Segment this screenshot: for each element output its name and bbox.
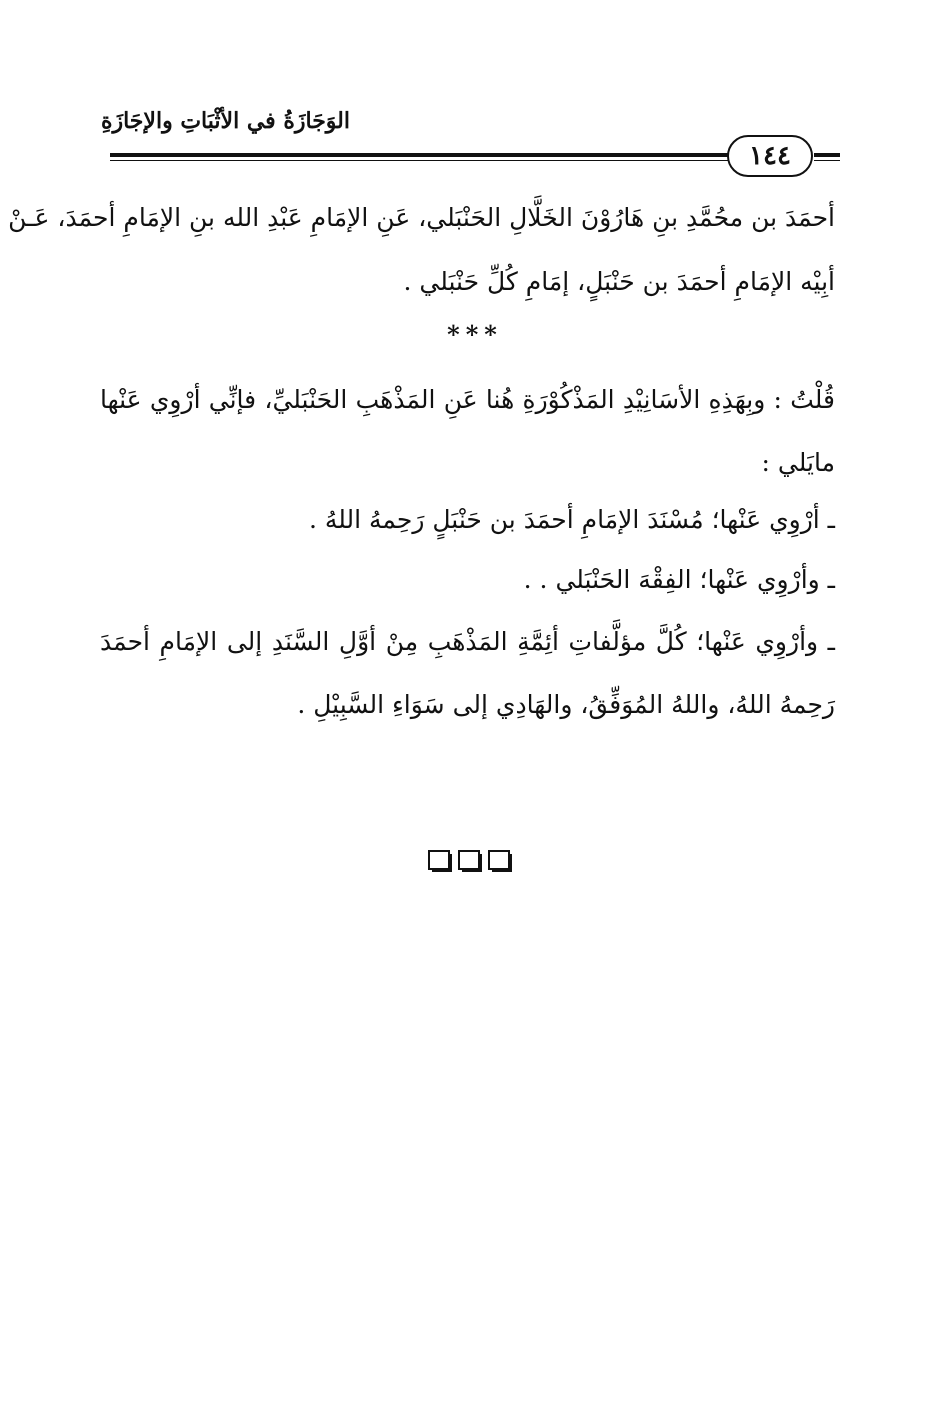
text-line-3: قُلْتُ : وبِهَذِهِ الأسَانِيْدِ المَذْكُوْرَةِ هُنا عَنِ المَذْهَبِ الحَنْبَليِّ، فإنِّي أرْوِي عَنْها [100, 385, 835, 414]
running-title: الوَجَازَةُ في الأثْبَاتِ والإجَازَةِ [100, 108, 350, 134]
square-ornament-icon [428, 850, 452, 870]
end-ornament-icon [428, 850, 520, 876]
list-item-works: ـ وأرْوِي عَنْها؛ كُلَّ مؤلَّفاتِ أئِمَّةِ المَذْهَبِ مِنْ أوَّلِ السَّنَدِ إلى الإمَامِ أحمَدَ [100, 627, 835, 656]
section-separator: *** [447, 320, 503, 349]
header-rule-thin [110, 160, 735, 161]
text-line-closing: رَحِمهُ اللهُ، واللهُ المُوَفِّقُ، والهَادِي إلى سَوَاءِ السَّبِيْلِ . [297, 690, 835, 719]
text-line-1: أحمَدَ بن محُمَّدِ بنِ هَارُوْنَ الخَلَّالِ الحَنْبَلي، عَنِ الإمَامِ عَبْدِ الله بنِ الإمَامِ أحمَدَ، عَـنْ [8, 203, 835, 232]
text-line-2: أبِيْه الإمَامِ أحمَدَ بن حَنْبَلٍ، إمَامِ كُلِّ حَنْبَلي . [403, 267, 835, 296]
page-number-badge [727, 135, 813, 177]
square-ornament-icon [458, 850, 482, 870]
list-item-fiqh: ـ وأرْوِي عَنْها؛ الفِقْهَ الحَنْبَلي . . [523, 565, 835, 594]
page-number: ١٤٤ [749, 141, 791, 171]
text-line-4: مايَلي : [761, 448, 835, 477]
square-ornament-icon [488, 850, 512, 870]
list-item-musnad: ـ أرْوِي عَنْها؛ مُسْنَدَ الإمَامِ أحمَدَ بن حَنْبَلٍ رَحِمهُ اللهُ . [308, 505, 835, 534]
header-rule-thick [110, 153, 735, 157]
header-rule-right-thin [814, 160, 840, 161]
header-rule-right-thick [814, 153, 840, 157]
